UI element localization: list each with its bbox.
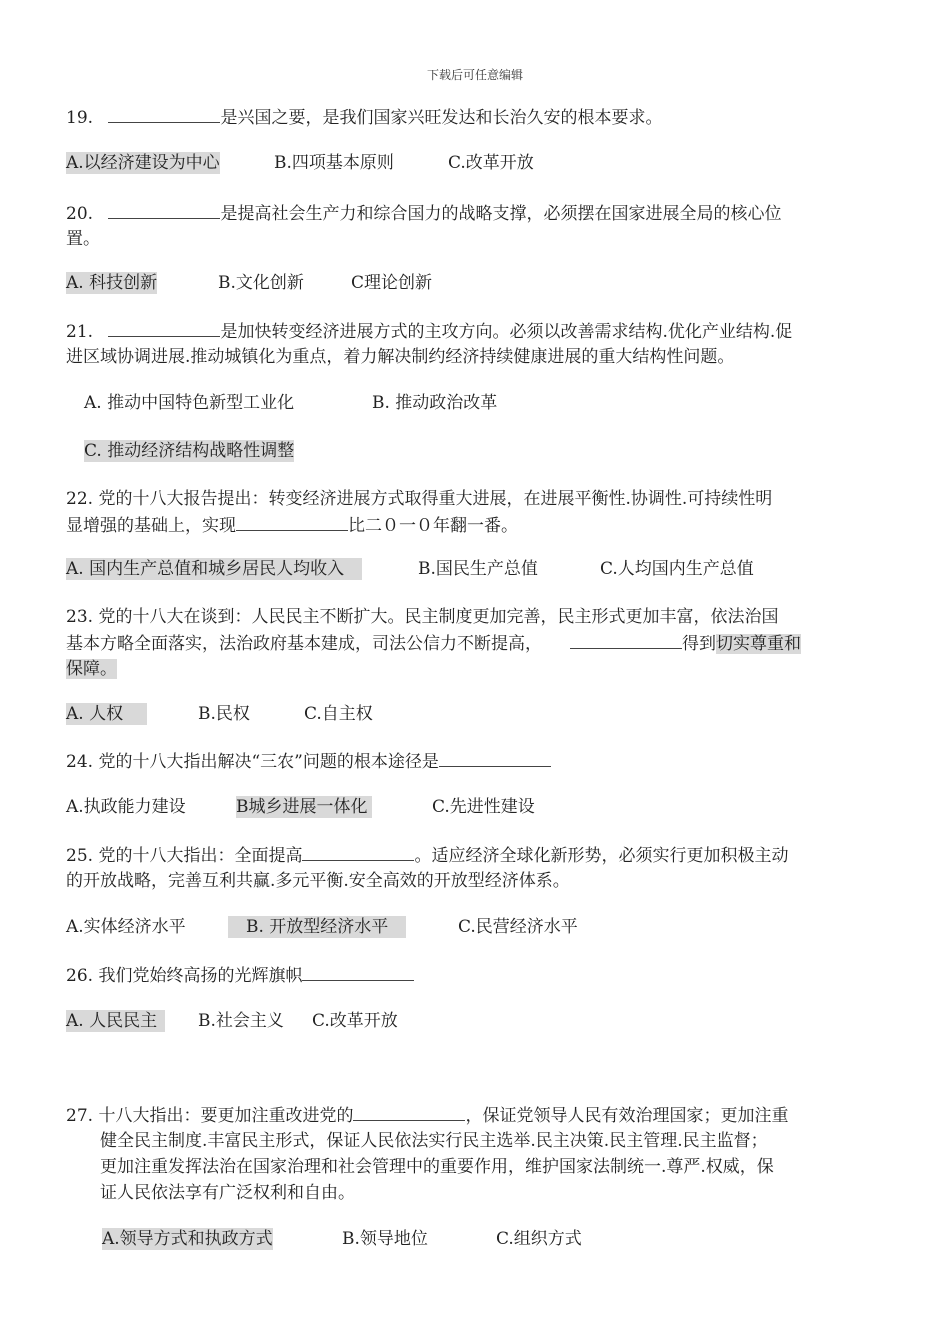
option-c: C. 推动经济结构战略性调整 <box>84 441 295 461</box>
question-text: ，保证党领导人民有效治理国家；更加注重 <box>465 1106 789 1126</box>
answer-blank <box>570 630 682 649</box>
question-21-line2: 进区域协调进展.推动城镇化为重点，着力解决制约经济持续健康进展的重大结构性问题。 <box>66 347 735 367</box>
answer-blank <box>108 200 220 219</box>
question-23: 23. 党的十八大在谈到：人民民主不断扩大。民主制度更加完善，民主形式更加丰富，依法治国 <box>66 607 779 627</box>
question-25-line2: 的开放战略，完善互利共赢.多元平衡.安全高效的开放型经济体系。 <box>66 871 570 891</box>
question-27-line4: 证人民依法享有广泛权利和自由。 <box>100 1183 355 1203</box>
question-23-line2 <box>66 630 876 657</box>
question-text: 是提高社会生产力和综合国力的战略支撑，必须摆在国家进展全局的核心位 <box>220 204 782 224</box>
question-20 <box>66 200 876 227</box>
question-20-line2: 置。 <box>66 229 100 249</box>
option-a: A. 人权 <box>66 703 147 725</box>
highlighted-text: 保障。 <box>66 659 117 679</box>
option-a: A.执政能力建设 <box>66 797 186 817</box>
answer-blank <box>236 512 348 531</box>
highlighted-text: 切实尊重和 <box>716 634 801 654</box>
page-header: 下载后可任意编辑 <box>426 68 523 82</box>
option-c: C.改革开放 <box>448 153 534 173</box>
question-text: 27. 十八大指出：要更加注重改进党的 <box>66 1106 354 1126</box>
option-c: C.改革开放 <box>312 1011 398 1031</box>
option-c: C.自主权 <box>304 704 373 724</box>
question-text: 得到 <box>682 634 716 654</box>
option-b: B.民权 <box>198 704 250 724</box>
option-a: A.领导方式和执政方式 <box>102 1229 273 1249</box>
option-c: C.先进性建设 <box>432 797 535 817</box>
question-22: 22. 党的十八大报告提出：转变经济进展方式取得重大进展，在进展平衡性.协调性.可持续性明 <box>66 489 773 509</box>
question-27-line3: 更加注重发挥法治在国家治理和社会管理中的重要作用，维护国家法制统一.尊严.权威，保 <box>100 1157 774 1177</box>
option-c: C.组织方式 <box>496 1229 582 1249</box>
question-text: 基本方略全面落实，法治政府基本建成，司法公信力不断提高， <box>66 634 542 654</box>
option-b: B.社会主义 <box>198 1011 284 1031</box>
option-b: B城乡进展一体化 <box>236 796 372 818</box>
option-c: C.民营经济水平 <box>458 917 578 937</box>
answer-blank <box>108 104 220 123</box>
option-b: B. 开放型经济水平 <box>228 916 406 938</box>
answer-blank <box>353 1102 465 1121</box>
option-a: A.实体经济水平 <box>66 917 186 937</box>
question-text: 。适应经济全球化新形势，必须实行更加积极主动 <box>414 846 789 866</box>
answer-blank <box>302 842 414 861</box>
option-b: B.国民生产总值 <box>418 559 538 579</box>
question-22-line2 <box>66 512 876 539</box>
option-c: C.人均国内生产总值 <box>600 559 754 579</box>
question-27 <box>66 1102 876 1129</box>
question-number: 21. <box>66 322 94 342</box>
question-27-line2: 健全民主制度.丰富民主形式，保证人民依法实行民主选举.民主决策.民主管理.民主监督； <box>100 1131 768 1151</box>
question-number: 20. <box>66 204 94 224</box>
question-25 <box>66 842 876 869</box>
answer-blank <box>108 318 220 337</box>
question-text: 25. 党的十八大指出：全面提高 <box>66 846 303 866</box>
option-c: C理论创新 <box>351 273 433 293</box>
question-text: 24. 党的十八大指出解决“三农”问题的根本途径是 <box>66 752 439 772</box>
option-a: A. 国内生产总值和城乡居民人均收入 <box>66 558 362 580</box>
question-number: 19. <box>66 108 94 128</box>
question-text: 显增强的基础上，实现 <box>66 516 236 536</box>
question-text: 是加快转变经济进展方式的主攻方向。必须以改善需求结构.优化产业结构.促 <box>220 322 793 342</box>
answer-blank <box>302 962 414 981</box>
option-b: B.领导地位 <box>342 1229 428 1249</box>
option-b: B. 推动政治改革 <box>372 393 498 413</box>
option-b: B.四项基本原则 <box>274 153 394 173</box>
question-19 <box>66 104 876 131</box>
answer-blank <box>439 748 551 767</box>
option-a: A. 科技创新 <box>66 273 158 293</box>
question-26 <box>66 962 876 989</box>
option-a: A. 推动中国特色新型工业化 <box>84 393 295 413</box>
question-text: 26. 我们党始终高扬的光辉旗帜 <box>66 966 303 986</box>
question-text: 是兴国之要，是我们国家兴旺发达和长治久安的根本要求。 <box>220 108 663 128</box>
option-a: A. 人民民主 <box>66 1010 165 1032</box>
question-text: 比二０一０年翻一番。 <box>348 516 518 536</box>
option-b: B.文化创新 <box>218 273 304 293</box>
question-24 <box>66 748 876 775</box>
option-a: A.以经济建设为中心 <box>66 153 220 173</box>
question-21 <box>66 318 876 345</box>
question-23-line3 <box>66 656 876 682</box>
